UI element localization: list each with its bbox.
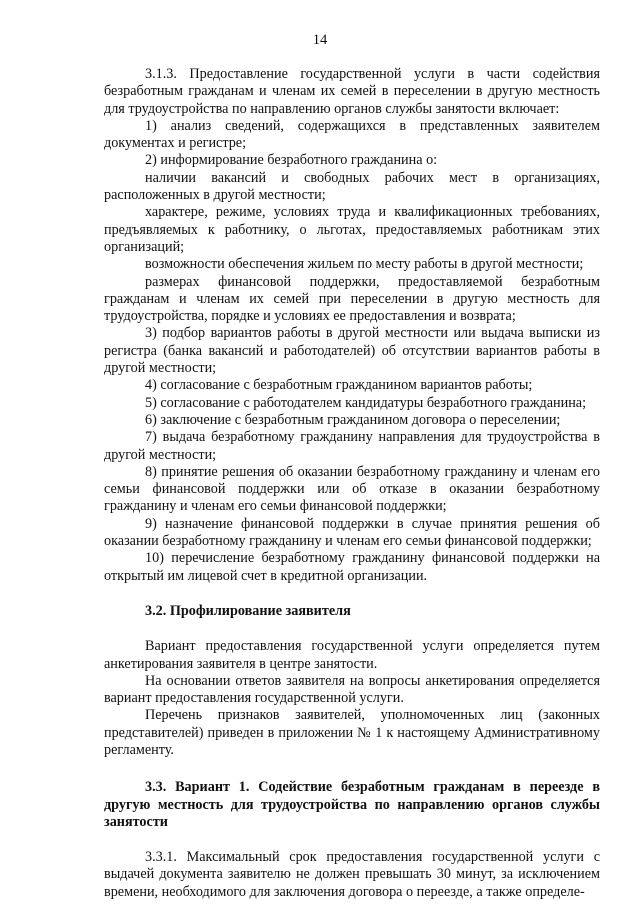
- list-item: 6) заключение с безработным гражданином договора о переселении;: [145, 411, 561, 428]
- list-item: наличии вакансий и свободных рабочих мест в организациях, расположенных в другой местности;: [104, 169, 600, 204]
- list-item: 9) назначение финансовой поддержки в случае принятия решения об оказании безработному гражданину и членам его семьи финансовой поддержки;: [104, 515, 600, 550]
- section-3-1-3-intro: 3.1.3. Предоставление государственной услуги в части содействия безработным гражданам и членам их семей в переселении в другую местность для трудоустройства по направлению органов службы занятости включает:: [104, 66, 600, 117]
- list-item: 4) согласование с безработным гражданином вариантов работы;: [145, 377, 533, 394]
- list-item: 10) перечисление безработному гражданину финансовой поддержки на открытый им лицевой счет в кредитной организации.: [104, 550, 600, 584]
- section-3-3-heading: 3.3. Вариант 1. Содействие безработным гражданам в переезде в другую местность для трудоустройства по направлению органов службы занятости: [104, 779, 600, 830]
- page-content: [104, 66, 600, 901]
- list-item: возможности обеспечения жильем по месту работы в другой местности;: [145, 256, 584, 273]
- list-item: 7) выдача безработному гражданину направления для трудоустройства в другой местности;: [104, 429, 600, 463]
- list-item: 3) подбор вариантов работы в другой местности или выдача выписки из регистра (банка вакансий и работодателей) об отсутствии вариантов работы в другой местности;: [104, 325, 600, 377]
- paragraph: Вариант предоставления государственной услуги определяется путем анкетирования заявителя в центре занятости.: [104, 638, 600, 672]
- paragraph: 3.3.1. Максимальный срок предоставления государственной услуги с выдачей документа заявителю не должен превышать 30 минут, за исключением времени, необходимого для заключения договора о переезде, а также определе-: [104, 849, 600, 900]
- page-number: 14: [312, 32, 328, 48]
- section-3-2: [104, 603, 600, 759]
- section-3-1-3: [104, 66, 600, 585]
- section-3-3: [104, 779, 600, 901]
- list-item: 5) согласование с работодателем кандидатуры безработного гражданина;: [145, 394, 587, 411]
- paragraph: На основании ответов заявителя на вопросы анкетирования определяется вариант предоставления государственной услуги.: [104, 672, 600, 707]
- list-item: 8) принятие решения об оказании безработному гражданину и членам его семьи финансовой поддержки или об отказе в оказании безработному гражданину и членам его семьи финансовой поддержки;: [104, 463, 600, 515]
- list-item: характере, режиме, условиях труда и квалификационных требованиях, предъявляемых к работнику, о льготах, предоставляемых работникам этих организаций;: [104, 204, 600, 255]
- list-item: 1) анализ сведений, содержащихся в представленных заявителем документах и регистре;: [104, 117, 600, 152]
- list-item: 2) информирование безработного гражданина о:: [145, 152, 438, 169]
- section-3-2-heading: 3.2. Профилирование заявителя: [145, 602, 351, 619]
- paragraph: Перечень признаков заявителей, уполномоченных лиц (законных представителей) приведен в приложении № 1 к настоящему Административному регламенту.: [104, 707, 600, 758]
- list-item: размерах финансовой поддержки, предоставляемой безработным гражданам и членам их семей при переселении в другую местность для трудоустройства, порядке и условиях ее предоставления и возврата;: [104, 273, 600, 325]
